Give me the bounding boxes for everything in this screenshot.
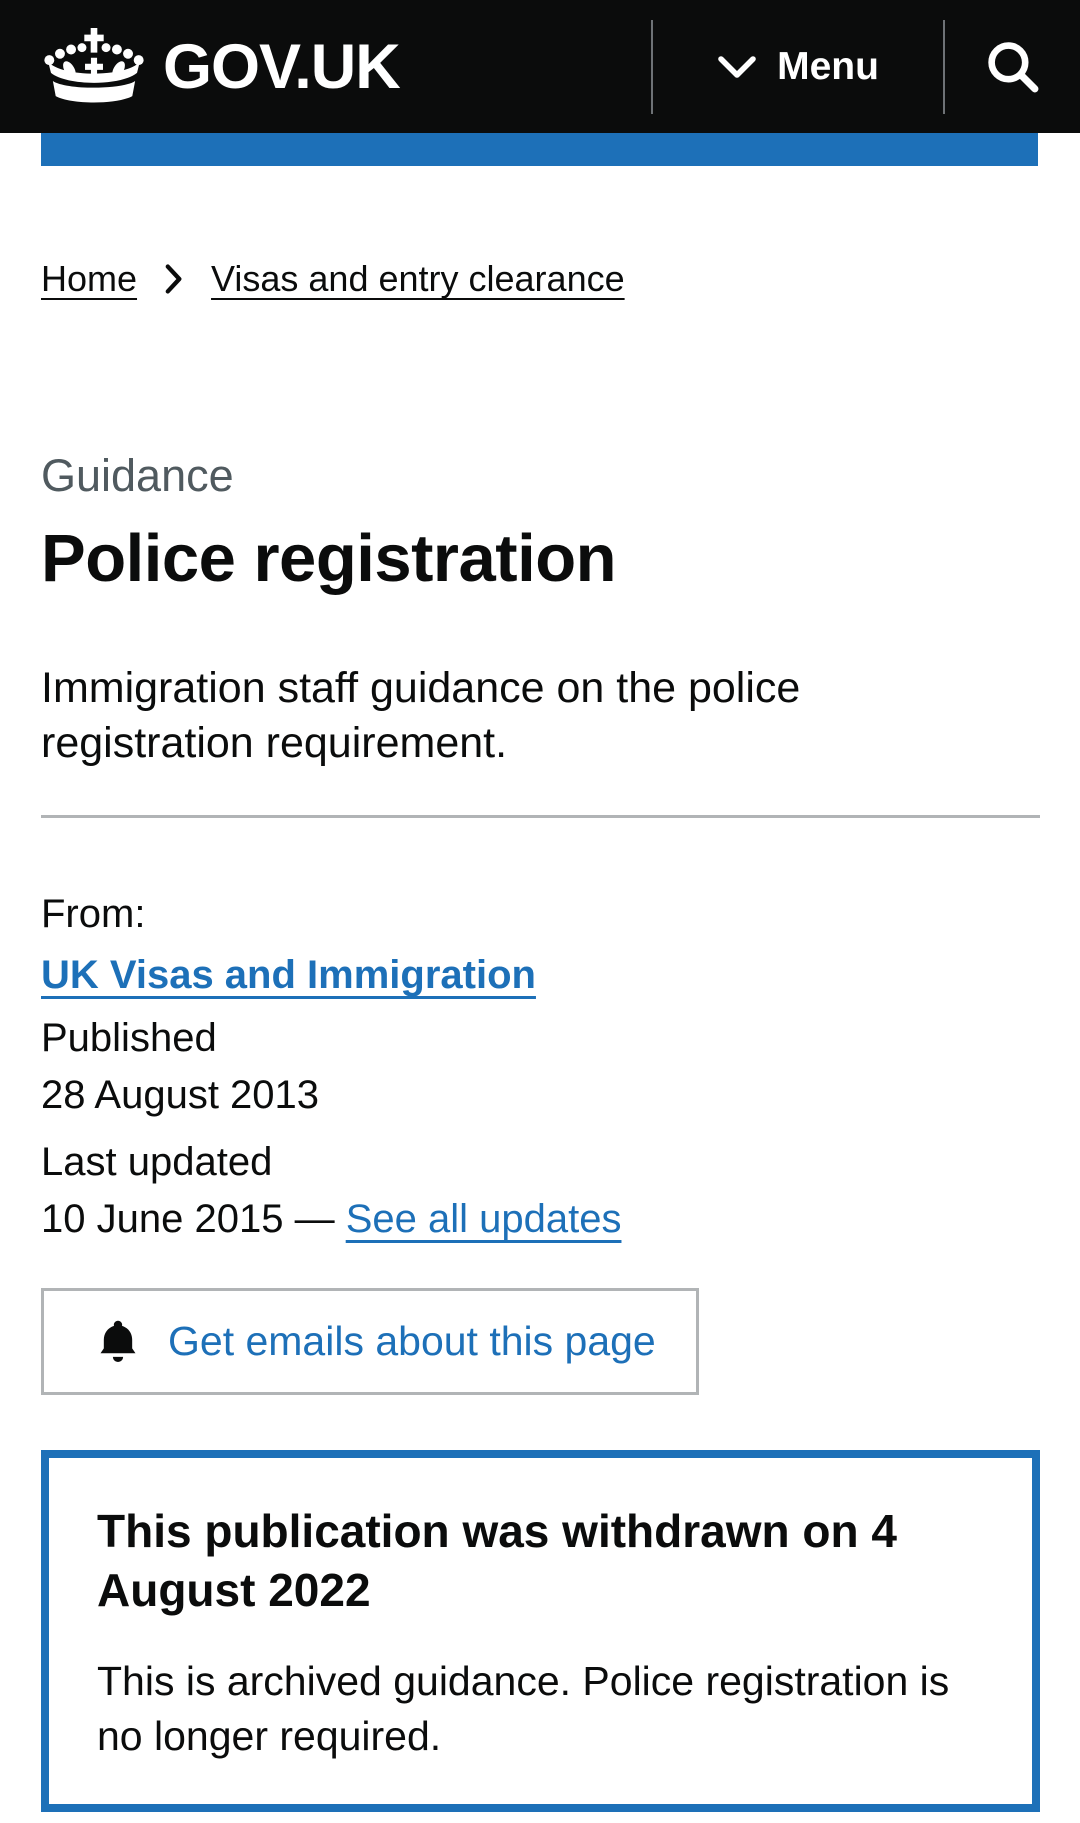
menu-button[interactable]: [653, 0, 943, 133]
from-label: From:: [41, 892, 146, 937]
dash: —: [294, 1197, 335, 1242]
header-accent-bar: [41, 133, 1038, 166]
menu-label: Menu: [777, 44, 879, 88]
withdrawal-notice-title: This publication was withdrawn on 4 August 2022: [97, 1505, 897, 1616]
withdrawal-notice-body: This is archived guidance. Police registration is no longer required.: [97, 1657, 950, 1759]
get-emails-box[interactable]: [41, 1288, 699, 1395]
breadcrumb: [41, 258, 1040, 300]
last-updated-label: Last updated: [41, 1140, 273, 1185]
get-emails-link[interactable]: Get emails about this page: [168, 1318, 656, 1365]
withdrawal-notice: [41, 1450, 1040, 1812]
chevron-down-icon: [717, 55, 757, 79]
page-title: Police registration: [41, 521, 617, 596]
last-updated-date: 10 June 2015: [41, 1197, 284, 1242]
page-lead: Immigration staff guidance on the police registration requirement.: [41, 664, 801, 768]
page-content: [0, 258, 1080, 1812]
bell-icon: [96, 1315, 140, 1369]
search-icon: [985, 39, 1041, 95]
breadcrumb-chevron-icon: [163, 263, 185, 295]
crown-icon: [41, 28, 147, 106]
header-nav: [651, 0, 1080, 133]
from-organisation-link[interactable]: UK Visas and Immigration: [41, 953, 536, 998]
search-button[interactable]: [945, 0, 1080, 133]
published-label: Published: [41, 1016, 217, 1061]
govuk-header: [0, 0, 1080, 133]
section-divider: [41, 815, 1040, 818]
govuk-logo-text: GOV.UK: [163, 31, 400, 102]
last-updated-line: [41, 1197, 1040, 1242]
see-all-updates-link[interactable]: See all updates: [345, 1197, 622, 1242]
breadcrumb-link-home[interactable]: Home: [41, 258, 138, 299]
published-date: 28 August 2013: [41, 1073, 320, 1118]
govuk-logo-link[interactable]: [41, 0, 400, 133]
publication-metadata: [41, 892, 1040, 1242]
page-caption: Guidance: [41, 450, 234, 501]
breadcrumb-link-visas[interactable]: Visas and entry clearance: [211, 258, 625, 299]
